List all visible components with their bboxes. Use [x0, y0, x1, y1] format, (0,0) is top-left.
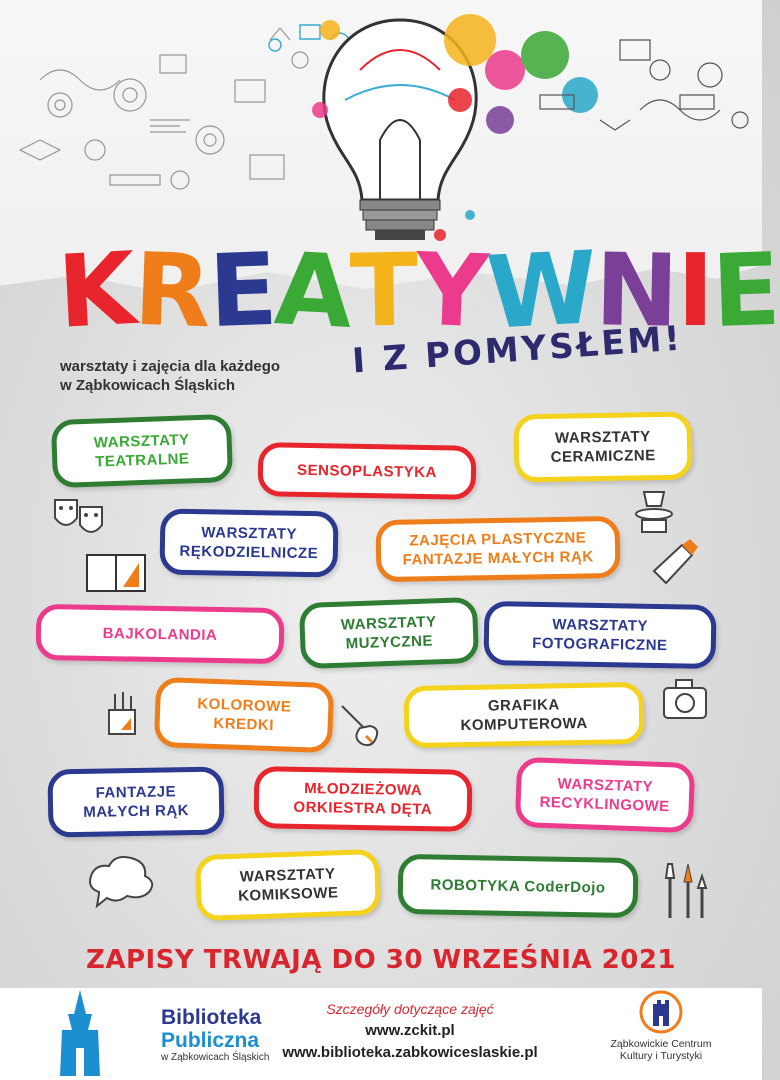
workshop-pill	[397, 854, 638, 918]
brush-cup-icon	[103, 690, 143, 738]
title-letter: R	[131, 230, 211, 351]
workshop-label: WARSZTATY CERAMICZNE	[550, 428, 656, 466]
workshop-pill	[515, 757, 695, 833]
title-letter: E	[206, 230, 277, 351]
theater-masks-icon	[50, 495, 110, 545]
workshop-pill	[299, 597, 479, 669]
workshop-pill	[195, 849, 381, 921]
workshop-label: WARSZTATY TEATRALNE	[93, 431, 190, 471]
workshop-label: SENSOPLASTYKA	[296, 461, 438, 481]
title-letter: W	[483, 229, 599, 352]
doodle-illustration	[0, 0, 762, 250]
title-letter: T	[349, 231, 418, 350]
paint-tube-icon	[650, 535, 702, 579]
library-logo	[58, 988, 270, 1076]
workshop-pill	[483, 601, 716, 669]
library-name-line-3: w Ząbkowicach Śląskich	[161, 1052, 270, 1063]
workshop-label: ROBOTYKA CoderDojo	[430, 875, 606, 897]
library-link[interactable]: www.biblioteka.zabkowiceslaskie.pl	[282, 1044, 538, 1061]
workshop-pill	[375, 516, 620, 582]
workshop-pill	[513, 411, 692, 482]
workshop-label: KOLOROWE KREDKI	[197, 695, 292, 735]
title-letter: I	[676, 232, 713, 349]
tagline-line-1: warsztaty i zajęcia dla każdego	[60, 358, 281, 375]
workshop-label: WARSZTATY RECYKLINGOWE	[539, 775, 671, 816]
workshop-pill	[51, 414, 233, 488]
workshop-label: BAJKOLANDIA	[102, 624, 218, 644]
tagline-line-2: w Ząbkowicach Śląskich	[60, 377, 236, 394]
workshop-pill	[159, 508, 338, 577]
title-letter: K	[54, 230, 137, 351]
workshop-label: WARSZTATY MUZYCZNE	[340, 613, 437, 653]
paintbrushes-icon	[660, 860, 710, 920]
footer	[0, 988, 762, 1080]
church-tower-icon	[58, 988, 102, 1076]
workshop-label: GRAFIKA KOMPUTEROWA	[460, 696, 588, 735]
enrollment-deadline: ZAPISY TRWAJĄ DO 30 WRZEŚNIA 2021	[85, 945, 677, 975]
workshop-pill	[253, 766, 472, 832]
sketchbook-icon	[85, 553, 150, 595]
title-subline: I Z POMYSŁEM!	[351, 318, 685, 382]
workshop-pill	[258, 442, 477, 500]
workshop-label: MŁODZIEŻOWA ORKIESTRA DĘTA	[293, 779, 433, 819]
speech-cloud-icon	[85, 852, 160, 910]
contact-info	[250, 998, 570, 1064]
workshop-label: WARSZTATY FOTOGRAFICZNE	[531, 616, 668, 655]
tagline	[60, 357, 280, 395]
title-letter: A	[271, 230, 354, 351]
workshop-label: WARSZTATY RĘKODZIELNICZE	[179, 524, 319, 563]
castle-tower-icon	[639, 990, 683, 1034]
workshop-pill	[403, 682, 644, 748]
pottery-wheel-icon	[632, 488, 677, 536]
workshop-pill	[154, 677, 334, 753]
library-name-line-2: Publiczna	[161, 1029, 260, 1052]
library-name-line-1: Biblioteka	[161, 1006, 262, 1029]
workshop-pill	[36, 604, 285, 664]
zckit-link[interactable]: www.zckit.pl	[365, 1022, 455, 1039]
zck-logo	[586, 990, 736, 1076]
camera-icon	[660, 674, 710, 722]
workshop-label: WARSZTATY KOMIKSOWE	[237, 865, 339, 905]
workshop-pill	[47, 766, 224, 837]
workshop-label: ZAJĘCIA PLASTYCZNE FANTAZJE MAŁYCH RĄK	[402, 529, 594, 569]
violin-icon	[336, 700, 384, 748]
title-letter: Y	[414, 230, 489, 351]
title-letter: E	[710, 230, 780, 351]
details-heading: Szczegóły dotyczące zajęć	[326, 1001, 494, 1017]
title-letter: N	[594, 231, 678, 350]
workshop-label: FANTAZJE MAŁYCH RĄK	[83, 783, 190, 821]
zck-name: Ząbkowickie Centrum Kultury i Turystyki	[610, 1038, 712, 1062]
